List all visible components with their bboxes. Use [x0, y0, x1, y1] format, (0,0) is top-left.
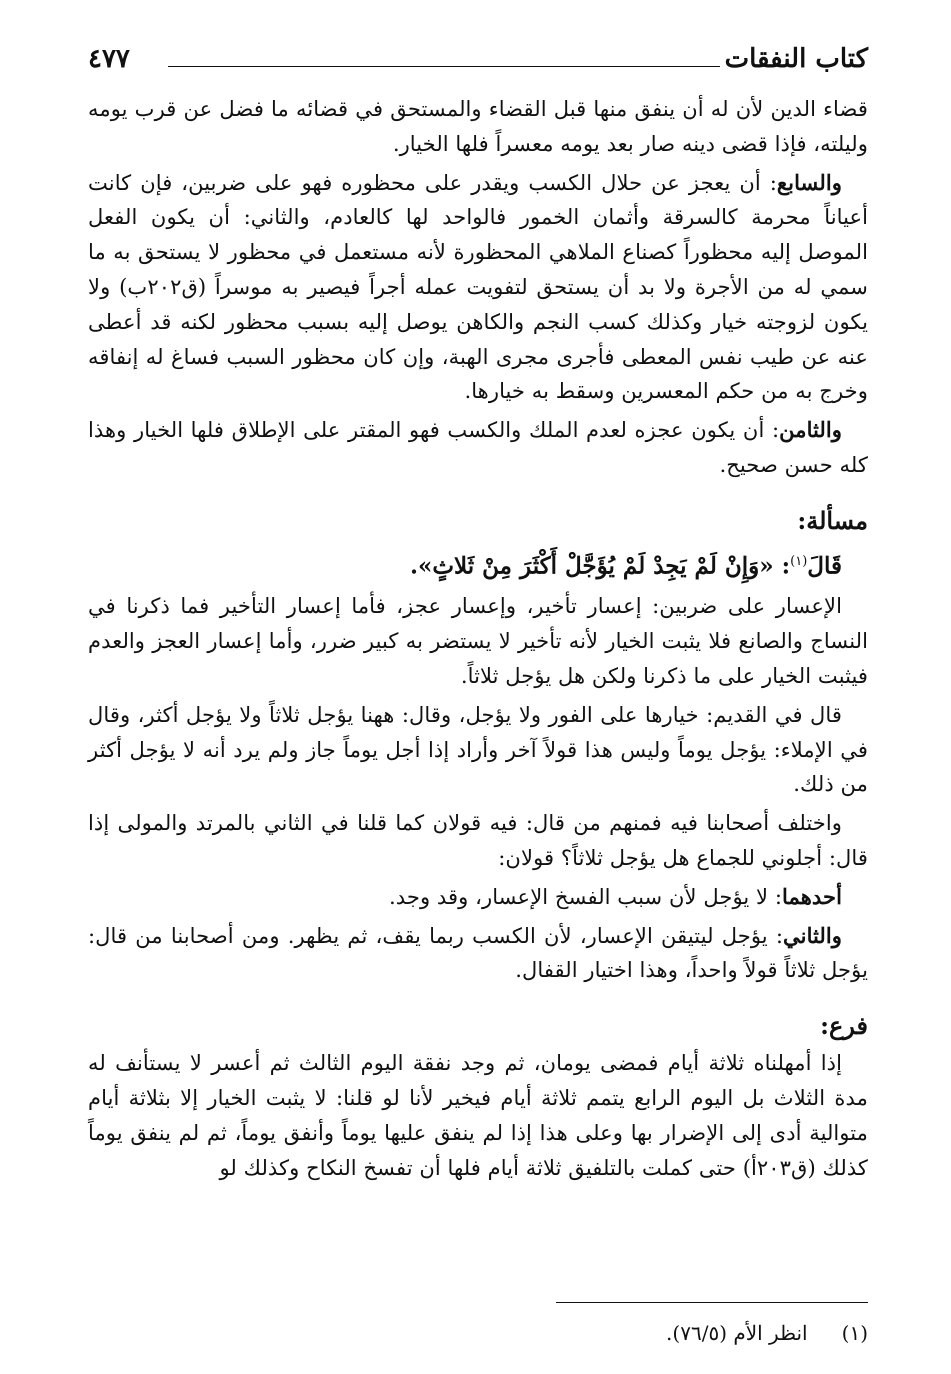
paragraph-seventh [88, 166, 868, 410]
section-heading-far: فرع: [820, 1011, 868, 1041]
section-heading-masala: مسألة: [797, 505, 868, 535]
paragraph-text: : يؤجل ليتيقن الإعسار، لأن الكسب ربما يقف، ثم يظهر. ومن أصحابنا من قال: يؤجل ثلاثاً قولاً واحداً، وهذا اختيار القفال. [88, 922, 868, 983]
footnote-1 [666, 1318, 868, 1348]
paragraph-second-view [88, 919, 868, 989]
paragraph-text: : أن يعجز عن حلال الكسب ويقدر على محظوره فهو على ضربين، فإن كانت أعياناً محرمة كالسرقة وأثمان الخمور فالواحد لها كالعادم، والثاني: أن يكون الفعل الموصل إليه محظوراً كصناع الملاهي المحظورة لأنه مستعمل في محظور لا يستحق به ما سمي له من الأجرة ولا بد أن يستحق لتفويت عمله أجراً فيصير به موسراً (ق٢٠٢ب) ولا يكون لزوجته خيار وكذلك كسب النجم والكاهن يوصل إليه بسبب محظور لكنه قد أعطى عنه عن طيب نفس المعطى فأجرى مجرى الهبة، وإن كان محظور السبب فساغ له إنفاقه وخرج به من حكم المعسرين وسقط به خيارها. [88, 169, 869, 404]
paragraph-9: إذا أمهلناه ثلاثة أيام فمضى يومان، ثم وجد نفقة اليوم الثالث ثم أعسر لا يستأنف له مدة الثلاث بل اليوم الرابع يتمم ثلاثة أيام فيخير لأنا لو قلنا: لا يثبت الخيار إلا بثلاثة أيام متوالية أدى إلى الإضرار بها وعلى هذا إذا لم ينفق عليها يوماً وأنفق يوماً، ثم لم ينفق يوماً كذلك (ق٢٠٣أ) حتى كملت بالتلفيق ثلاثة أيام فلها أن تفسخ النكاح وكذلك لو [88, 1050, 868, 1180]
page-number: ٤٧٧ [88, 44, 130, 74]
page-header [88, 40, 868, 88]
paragraph-eighth [88, 413, 868, 483]
paragraph-lead: والثاني [783, 922, 842, 948]
paragraph-5: قال في القديم: خيارها على الفور ولا يؤجل، وقال: ههنا يؤجل ثلاثاً ولا يؤجل أكثر، وقال في الإملاء: يؤجل يوماً وليس هذا قولاً آخر وأراد إذا أجل يوماً جاز ولم يرد أنه لا يؤجل أكثر من ذلك. [88, 701, 868, 797]
paragraph-text: : أن يكون عجزه لعدم الملك والكسب فهو المقتر على الإطلاق فلها الخيار وهذا كله حسن صحيح. [88, 417, 868, 477]
paragraph-lead: أحدهما [782, 883, 842, 909]
footnote-rule [556, 1302, 868, 1303]
paragraph-lead: والثامن [779, 417, 842, 443]
book-page [88, 40, 868, 1350]
quote-text: : «وَإِنْ لَمْ يَجِدْ لَمْ يُؤَجَّلْ أَكْثَرَ مِنْ ثَلاثٍ». [410, 552, 791, 580]
paragraph-1: قضاء الدين لأن له أن ينفق منها قبل القضاء والمستحق في قضائه ما فضل عن قرب يومه وليلته، فإذا قضى دينه صار بعد يومه معسراً فلها الخيار. [88, 96, 868, 156]
footnotes [88, 1302, 868, 1350]
footnote-marker: (١) [790, 553, 808, 569]
footnote-number: (١) [841, 1321, 868, 1345]
page-body [88, 92, 868, 1189]
paragraph-text: : لا يؤجل لأن سبب الفسخ الإعسار، وقد وجد. [388, 883, 783, 909]
paragraph-first-view [88, 880, 868, 915]
qal-word: قَالَ [807, 552, 842, 580]
quoted-statement [88, 541, 868, 588]
running-title: كتاب النفقات [724, 44, 868, 74]
footnote-text: انظر الأم (٧٦/٥). [666, 1321, 808, 1345]
paragraph-lead: والسابع [776, 169, 842, 195]
header-rule [168, 66, 720, 67]
paragraph-4: الإعسار على ضربين: إعسار تأخير، وإعسار عجز، فأما إعسار التأخير فما ذكرنا في النساج والصانع فلا يثبت الخيار لأنه تأخير لا يستضر به كبير ضرر، وأما إعسار العجز والعدم فيثبت الخيار على ما ذكرنا ولكن هل يؤجل ثلاثاً. [88, 593, 868, 689]
paragraph-6: واختلف أصحابنا فيه فمنهم من قال: فيه قولان كما قلنا في الثاني بالمرتد والمولى إذا قال: أجلوني للجماع هل يؤجل ثلاثاً؟ قولان: [88, 810, 868, 870]
